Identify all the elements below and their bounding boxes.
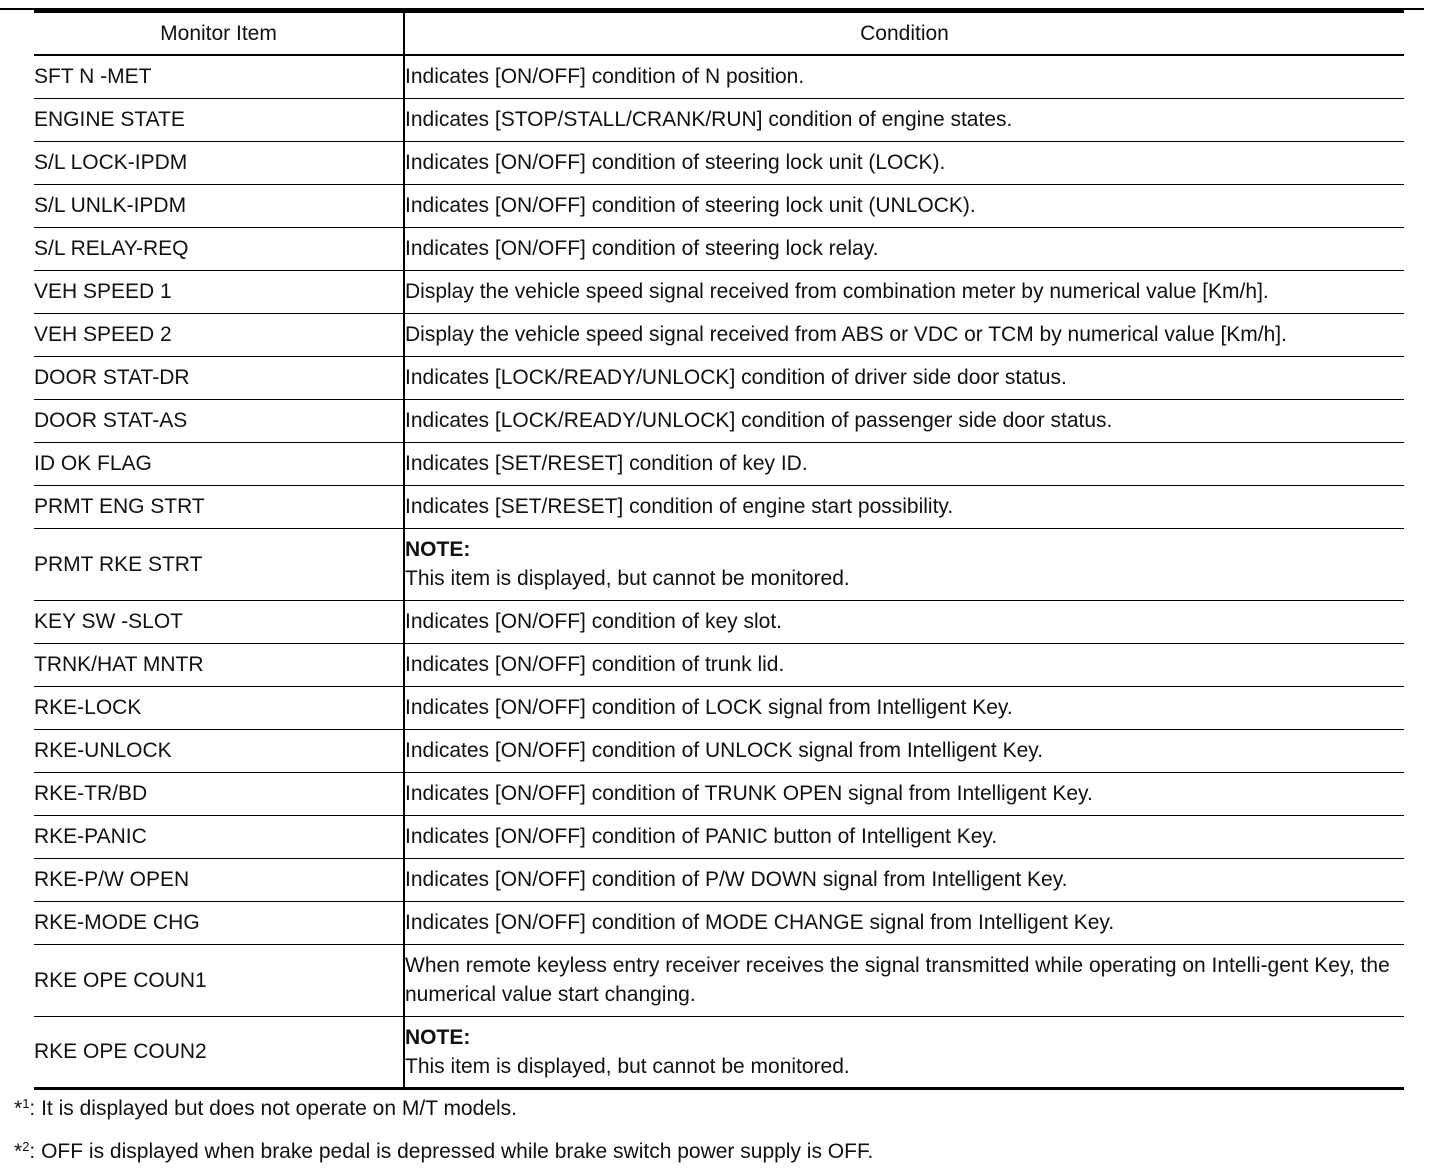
condition-cell [404, 1016, 1404, 1088]
monitor-item-cell: DOOR STAT-DR [34, 356, 404, 399]
table-row [34, 442, 1404, 485]
condition-cell: Indicates [ON/OFF] condition of MODE CHANGE signal from Intelligent Key. [404, 901, 1404, 944]
condition-cell: Indicates [ON/OFF] condition of steering lock unit (UNLOCK). [404, 184, 1404, 227]
note-label: NOTE: [405, 1025, 471, 1049]
monitor-item-cell: S/L UNLK-IPDM [34, 184, 404, 227]
table-row [34, 1016, 1404, 1088]
footnote-number: 1 [22, 1096, 30, 1111]
monitor-item-cell: PRMT ENG STRT [34, 485, 404, 528]
table-row [34, 356, 1404, 399]
monitor-item-cell: TRNK/HAT MNTR [34, 643, 404, 686]
footnote-2 [14, 1137, 873, 1166]
footnote-text: : It is displayed but does not operate on M/T models. [29, 1097, 517, 1120]
footnote-mark: * [14, 1097, 23, 1120]
condition-cell: Indicates [ON/OFF] condition of TRUNK OPEN signal from Intelligent Key. [404, 772, 1404, 815]
table-row [34, 270, 1404, 313]
table-row [34, 729, 1404, 772]
table-row [34, 227, 1404, 270]
condition-cell [404, 528, 1404, 600]
footnote-1 [14, 1094, 873, 1123]
condition-cell: Indicates [SET/RESET] condition of key ID. [404, 442, 1404, 485]
monitor-item-cell: RKE-MODE CHG [34, 901, 404, 944]
monitor-item-cell: RKE OPE COUN1 [34, 944, 404, 1016]
table-row [34, 686, 1404, 729]
monitor-item-cell: RKE-PANIC [34, 815, 404, 858]
condition-cell: Display the vehicle speed signal received from combination meter by numerical value [Km/h]. [404, 270, 1404, 313]
table-header-row [34, 12, 1404, 56]
condition-cell: When remote keyless entry receiver receives the signal transmitted while operating on Intelli-gent Key, the numerical value start changing. [404, 944, 1404, 1016]
condition-cell: Indicates [LOCK/READY/UNLOCK] condition of passenger side door status. [404, 399, 1404, 442]
table-row [34, 399, 1404, 442]
table-row [34, 485, 1404, 528]
table-row [34, 901, 1404, 944]
footnotes [14, 1094, 873, 1166]
condition-cell: Indicates [ON/OFF] condition of steering lock relay. [404, 227, 1404, 270]
table-row [34, 141, 1404, 184]
table-row [34, 643, 1404, 686]
table-row [34, 98, 1404, 141]
table-row [34, 815, 1404, 858]
condition-cell: Indicates [ON/OFF] condition of N position. [404, 55, 1404, 98]
monitor-item-cell: ID OK FLAG [34, 442, 404, 485]
condition-cell: Indicates [LOCK/READY/UNLOCK] condition of driver side door status. [404, 356, 1404, 399]
monitor-item-cell: KEY SW -SLOT [34, 600, 404, 643]
monitor-item-table [34, 10, 1404, 1090]
footnote-mark: * [14, 1140, 23, 1163]
condition-cell: Indicates [ON/OFF] condition of PANIC button of Intelligent Key. [404, 815, 1404, 858]
condition-cell: Indicates [ON/OFF] condition of trunk lid. [404, 643, 1404, 686]
table-row [34, 528, 1404, 600]
header-condition: Condition [404, 12, 1404, 56]
monitor-item-cell: S/L RELAY-REQ [34, 227, 404, 270]
table-row [34, 772, 1404, 815]
condition-cell: Indicates [ON/OFF] condition of key slot. [404, 600, 1404, 643]
table-row [34, 55, 1404, 98]
note-label: NOTE: [405, 538, 471, 561]
condition-cell: Indicates [STOP/STALL/CRANK/RUN] condition of engine states. [404, 98, 1404, 141]
monitor-item-cell: RKE-P/W OPEN [34, 858, 404, 901]
monitor-item-cell: SFT N -MET [34, 55, 404, 98]
table-row [34, 858, 1404, 901]
condition-cell: Indicates [ON/OFF] condition of UNLOCK signal from Intelligent Key. [404, 729, 1404, 772]
header-monitor-item: Monitor Item [34, 12, 404, 56]
monitor-item-cell: ENGINE STATE [34, 98, 404, 141]
table-row [34, 944, 1404, 1016]
note-text: This item is displayed, but cannot be monitored. [405, 567, 850, 590]
condition-cell: Indicates [SET/RESET] condition of engine start possibility. [404, 485, 1404, 528]
table-row [34, 600, 1404, 643]
monitor-item-cell: RKE-UNLOCK [34, 729, 404, 772]
monitor-item-cell: VEH SPEED 1 [34, 270, 404, 313]
condition-cell: Indicates [ON/OFF] condition of steering lock unit (LOCK). [404, 141, 1404, 184]
condition-cell: Display the vehicle speed signal received from ABS or VDC or TCM by numerical value [Km/h]. [404, 313, 1404, 356]
note-text: This item is displayed, but cannot be monitored. [405, 1054, 850, 1078]
table-row [34, 184, 1404, 227]
footnote-text: : OFF is displayed when brake pedal is depressed while brake switch power supply is OFF. [29, 1140, 874, 1163]
condition-cell: Indicates [ON/OFF] condition of LOCK signal from Intelligent Key. [404, 686, 1404, 729]
monitor-item-cell: DOOR STAT-AS [34, 399, 404, 442]
monitor-item-cell: PRMT RKE STRT [34, 528, 404, 600]
condition-cell: Indicates [ON/OFF] condition of P/W DOWN signal from Intelligent Key. [404, 858, 1404, 901]
monitor-item-cell: RKE-LOCK [34, 686, 404, 729]
footnote-number: 2 [22, 1139, 30, 1154]
monitor-item-cell: S/L LOCK-IPDM [34, 141, 404, 184]
monitor-item-cell: RKE OPE COUN2 [34, 1016, 404, 1088]
monitor-item-cell: RKE-TR/BD [34, 772, 404, 815]
monitor-item-cell: VEH SPEED 2 [34, 313, 404, 356]
table-row [34, 313, 1404, 356]
